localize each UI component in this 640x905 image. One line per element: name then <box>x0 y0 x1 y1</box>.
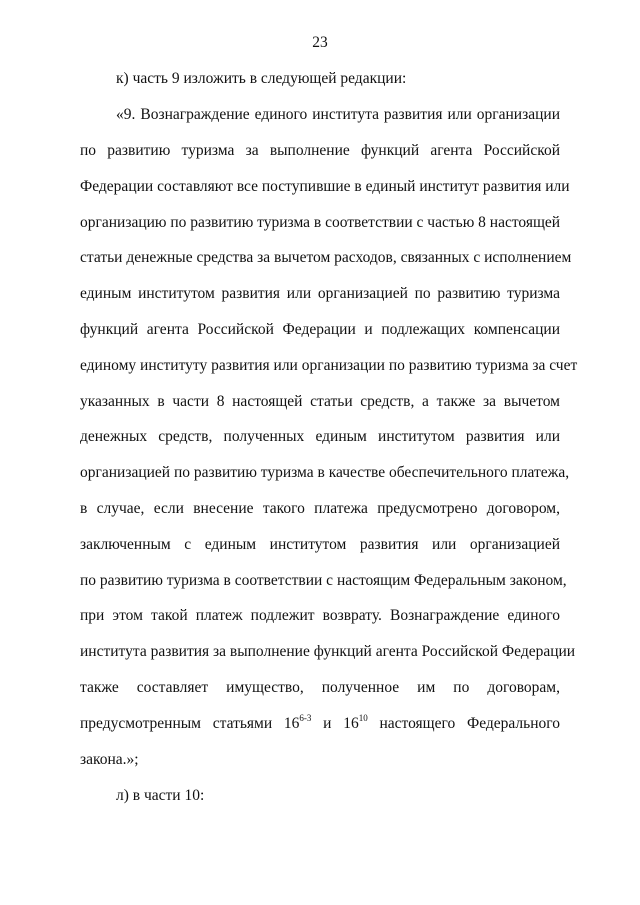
paragraph-line: в случае, если внесение такого платежа предусмотрено договором, <box>80 500 560 517</box>
article-superscript-2: 10 <box>358 713 368 723</box>
paragraph-line: Федерации составляют все поступившие в единый институт развития или <box>80 178 570 195</box>
item-l: л) в части 10: <box>116 787 205 804</box>
paragraph-line: денежных средств, полученных единым институтом развития или <box>80 428 560 445</box>
paragraph-line: единому институту развития или организации по развитию туризма за счет <box>80 357 578 374</box>
articles-middle: и 16 <box>311 715 359 732</box>
paragraph-line: по развитию туризма в соответствии с настоящим Федеральным законом, <box>80 572 567 589</box>
paragraph-line: организацией по развитию туризма в качестве обеспечительного платежа, <box>80 464 570 481</box>
paragraph-line: «9. Вознаграждение единого института развития или организации <box>116 106 560 123</box>
paragraph-last-line: закона.»; <box>80 751 139 768</box>
paragraph-line: института развития за выполнение функций агента Российской Федерации <box>80 643 576 660</box>
paragraph-line: указанных в части 8 настоящей статьи средств, а также за вычетом <box>80 393 560 410</box>
articles-suffix: настоящего Федерального <box>367 715 560 732</box>
paragraph-line: по развитию туризма за выполнение функций агента Российской <box>80 142 560 159</box>
articles-prefix: предусмотренным статьями 16 <box>80 715 300 732</box>
paragraph-line: также составляет имущество, полученное им по договорам, <box>80 679 560 696</box>
paragraph-line: заключенным с единым институтом развития или организацией <box>80 536 560 553</box>
paragraph-line: организацию по развитию туризма в соответствии с частью 8 настоящей <box>80 214 561 231</box>
paragraph-line: при этом такой платеж подлежит возврату. Вознаграждение единого <box>80 607 560 624</box>
item-k: к) часть 9 изложить в следующей редакции: <box>116 70 407 87</box>
page-number: 23 <box>312 34 328 51</box>
paragraph-line: статьи денежные средства за вычетом расходов, связанных с исполнением <box>80 249 572 266</box>
paragraph-line-articles <box>80 715 560 733</box>
paragraph-line: единым институтом развития или организацией по развитию туризма <box>80 285 560 302</box>
article-superscript-1: 6-3 <box>299 713 312 723</box>
paragraph-line: функций агента Российской Федерации и подлежащих компенсации <box>80 321 560 338</box>
